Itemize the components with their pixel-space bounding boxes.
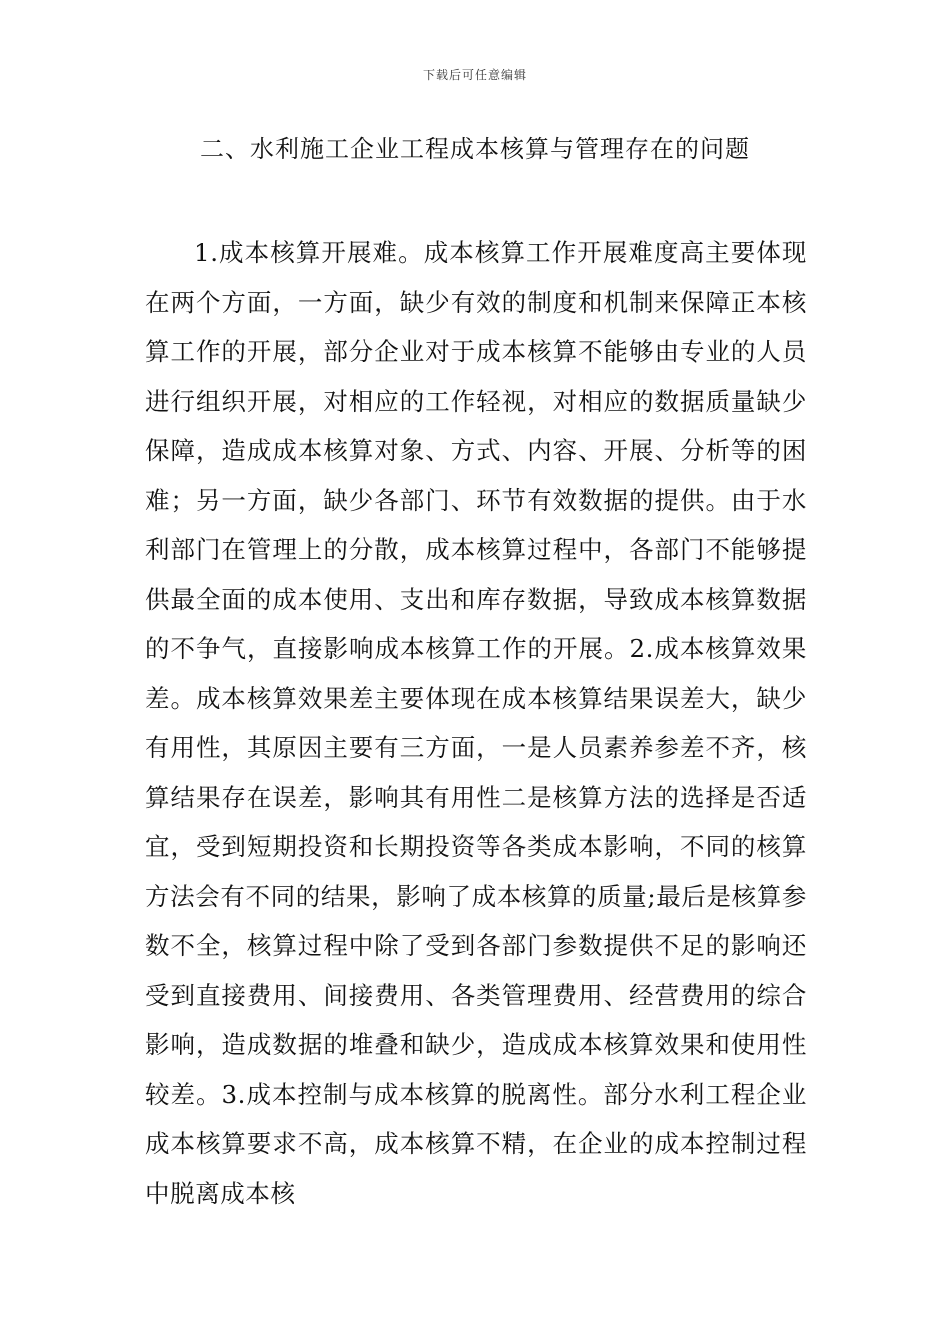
section-heading: 二、水利施工企业工程成本核算与管理存在的问题	[200, 135, 750, 163]
body-paragraph: 1.成本核算开展难。成本核算工作开展难度高主要体现在两个方面，一方面，缺少有效的制度和机制来保障正本核算工作的开展，部分企业对于成本核算不能够由专业的人员进行组织开展，对相应的工作轻视，对相应的数据质量缺少保障，造成成本核算对象、方式、内容、开展、分析等的困难；另一方面，缺少各部门、环节有效数据的提供。由于水利部门在管理上的分散，成本核算过程中，各部门不能够提供最全面的成本使用、支出和库存数据，导致成本核算数据的不争气，直接影响成本核算工作的开展。2.成本核算效果差。成本核算效果差主要体现在成本核算结果误差大，缺少有用性，其原因主要有三方面，一是人员素养参差不齐，核算结果存在误差，影响其有用性二是核算方法的选择是否适宜，受到短期投资和长期投资等各类成本影响，不同的核算方法会有不同的结果，影响了成本核算的质量;最后是核算参数不全，核算过程中除了受到各部门参数提供不足的影响还受到直接费用、间接费用、各类管理费用、经营费用的综合影响，造成数据的堆叠和缺少，造成成本核算效果和使用性较差。3.成本控制与成本核算的脱离性。部分水利工程企业成本核算要求不高，成本核算不精，在企业的成本控制过程中脱离成本核	[145, 238, 807, 1208]
header-note: 下载后可任意编辑	[422, 68, 527, 82]
